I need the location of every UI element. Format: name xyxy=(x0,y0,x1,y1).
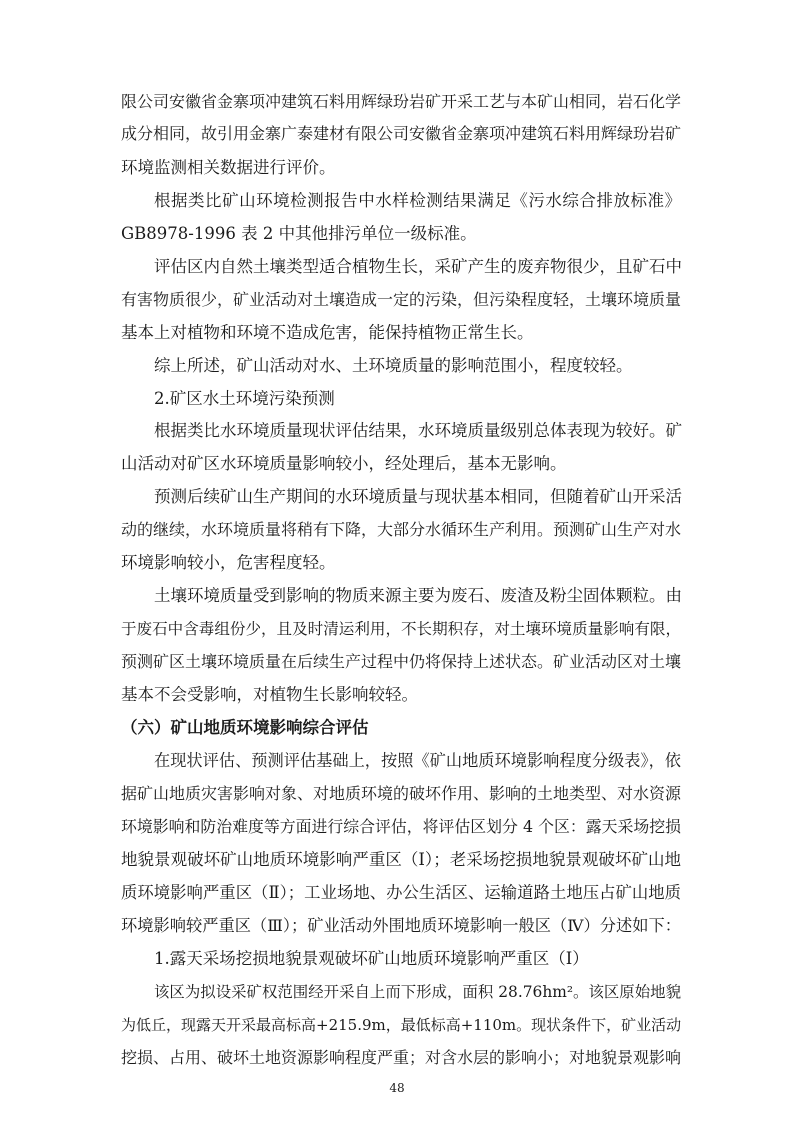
paragraph-line: 为低丘，现露天开采最高标高+215.9m，最低标高+110m。现状条件下，矿业活动 xyxy=(121,1016,682,1034)
paragraph-line: 据矿山地质灾害影响对象、对地质环境的破坏作用、影响的土地类型、对水资源 xyxy=(121,784,681,803)
paragraph-line: 在现状评估、预测评估基础上，按照《矿山地质环境影响程度分级表》，依 xyxy=(154,751,681,770)
paragraph-line: 限公司安徽省金寨项冲建筑石料用辉绿玢岩矿开采工艺与本矿山相同，岩石化学 xyxy=(121,92,681,111)
paragraph-line: 2.矿区水土环境污染预测 xyxy=(154,389,335,408)
paragraph-line: 综上所述，矿山活动对水、土环境质量的影响范围小，程度较轻。 xyxy=(154,356,633,375)
paragraph-line: 有害物质很少，矿业活动对土壤造成一定的污染，但污染程度轻，土壤环境质量 xyxy=(121,290,681,309)
paragraph-line: 环境影响较严重区（Ⅲ）；矿业活动外围地质环境影响一般区（Ⅳ）分述如下： xyxy=(121,916,681,935)
paragraph-line: 土壤环境质量受到影响的物质来源主要为废石、废渣及粉尘固体颗粒。由 xyxy=(154,586,682,605)
paragraph-line: 评估区内自然土壤类型适合植物生长，采矿产生的废弃物很少，且矿石中 xyxy=(154,257,682,276)
paragraph-line: 根据类比水环境质量现状评估结果，水环境质量级别总体表现为较好。矿 xyxy=(154,421,682,440)
paragraph-line: 动的继续，水环境质量将稍有下降，大部分水循环生产利用。预测矿山生产对水 xyxy=(121,520,681,539)
paragraph-line: 1.露天采场挖损地貌景观破坏矿山地质环境影响严重区（Ⅰ） xyxy=(154,949,589,968)
paragraph-line: 山活动对矿区水环境质量影响较小，经处理后，基本无影响。 xyxy=(121,454,567,473)
paragraph-line: 预测后续矿山生产期间的水环境质量与现状基本相同，但随着矿山开采活 xyxy=(154,487,682,506)
paragraph-line: 质环境影响严重区（Ⅱ）；工业场地、办公生活区、运输道路土地压占矿山地质 xyxy=(121,883,681,902)
paragraph-line: 该区为拟设采矿权范围经开采自上而下形成，面积 28.76hm²。该区原始地貌 xyxy=(154,983,681,1001)
paragraph-line: 环境影响和防治难度等方面进行综合评估，将评估区划分 4 个区：露天采场挖损 xyxy=(121,817,681,836)
paragraph-line: GB8978-1996 表 2 中其他排污单位一级标准。 xyxy=(121,224,477,243)
paragraph-line: 预测矿区土壤环境质量在后续生产过程中仍将保持上述状态。矿业活动区对土壤 xyxy=(121,652,681,671)
paragraph-line: 根据类比矿山环境检测报告中水样检测结果满足《污水综合排放标准》 xyxy=(154,191,681,210)
paragraph-line: 环境监测相关数据进行评价。 xyxy=(121,158,336,177)
paragraph-line: 地貌景观破坏矿山地质环境影响严重区（Ⅰ）；老采场挖损地貌景观破坏矿山地 xyxy=(121,850,681,869)
paragraph-line: 于废石中含毒组份少，且及时清运利用，不长期积存，对土壤环境质量影响有限， xyxy=(121,620,681,638)
paragraph-line: 环境影响较小，危害程度轻。 xyxy=(121,553,336,572)
page-number: 48 xyxy=(389,1081,405,1095)
section-heading: （六）矿山地质环境影响综合评估 xyxy=(121,718,369,737)
paragraph-line: 成分相同，故引用金寨广泰建材有限公司安徽省金寨项冲建筑石料用辉绿玢岩矿 xyxy=(121,124,681,143)
paragraph-line: 基本不会受影响，对植物生长影响较轻。 xyxy=(121,685,418,704)
paragraph-line: 基本上对植物和环境不造成危害，能保持植物正常生长。 xyxy=(121,323,534,342)
paragraph-line: 挖损、占用、破坏土地资源影响程度严重；对含水层的影响小；对地貌景观影响 xyxy=(121,1048,681,1067)
